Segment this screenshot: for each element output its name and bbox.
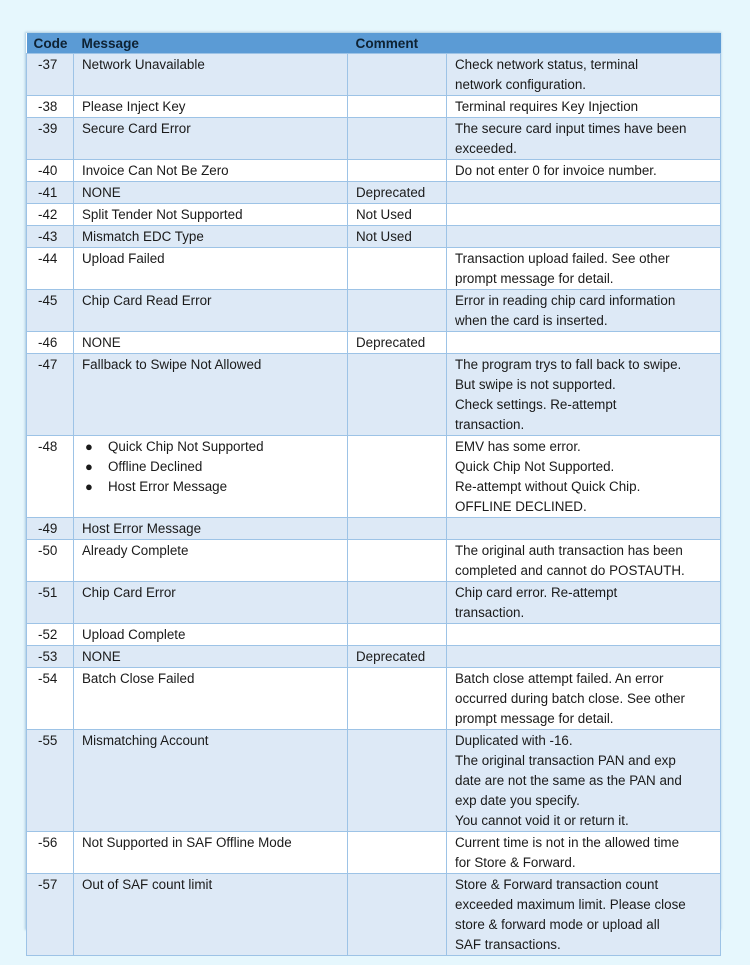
bullet-text: Offline Declined <box>108 459 203 474</box>
message-text: Upload Complete <box>82 627 186 642</box>
message-text: NONE <box>82 649 121 664</box>
cell-description <box>447 54 721 96</box>
cell-message <box>74 540 348 582</box>
bullet-icon: ● <box>85 439 93 454</box>
bullet-icon: ● <box>85 479 93 494</box>
table-body <box>27 54 721 956</box>
cell-code: -45 <box>27 290 74 332</box>
cell-comment <box>348 730 447 832</box>
table-row <box>27 540 721 582</box>
cell-description <box>447 518 721 540</box>
table-row <box>27 582 721 624</box>
cell-message <box>74 582 348 624</box>
table-row <box>27 354 721 436</box>
cell-comment <box>348 436 447 518</box>
cell-message <box>74 354 348 436</box>
table-row <box>27 96 721 118</box>
description-line: exp date you specify. <box>455 793 580 808</box>
table-row <box>27 874 721 956</box>
cell-code: -52 <box>27 624 74 646</box>
cell-code: -54 <box>27 668 74 730</box>
table-row <box>27 332 721 354</box>
cell-code: -55 <box>27 730 74 832</box>
table-row <box>27 226 721 248</box>
cell-comment: Not Used <box>348 204 447 226</box>
cell-comment <box>348 160 447 182</box>
description-line: prompt message for detail. <box>455 711 614 726</box>
description-line: completed and cannot do POSTAUTH. <box>455 563 685 578</box>
message-text: Secure Card Error <box>82 121 191 136</box>
cell-comment <box>348 118 447 160</box>
cell-message <box>74 204 348 226</box>
message-text: Mismatch EDC Type <box>82 229 204 244</box>
cell-description <box>447 354 721 436</box>
description-line: Chip card error. Re-attempt <box>455 585 618 600</box>
message-text: Upload Failed <box>82 251 165 266</box>
cell-code: -41 <box>27 182 74 204</box>
cell-code: -42 <box>27 204 74 226</box>
cell-message <box>74 874 348 956</box>
cell-comment <box>348 248 447 290</box>
description-line: Do not enter 0 for invoice number. <box>455 163 657 178</box>
message-text: Chip Card Read Error <box>82 293 212 308</box>
bullet-icon: ● <box>85 459 93 474</box>
cell-description <box>447 182 721 204</box>
message-text: Please Inject Key <box>82 99 186 114</box>
description-line: The secure card input times have been <box>455 121 687 136</box>
bullet-text: Quick Chip Not Supported <box>108 439 264 454</box>
message-text: Network Unavailable <box>82 57 205 72</box>
message-text: Already Complete <box>82 543 189 558</box>
description-line: EMV has some error. <box>455 439 581 454</box>
description-line: transaction. <box>455 417 525 432</box>
message-bullet-list <box>82 437 339 497</box>
cell-code: -44 <box>27 248 74 290</box>
cell-code: -50 <box>27 540 74 582</box>
cell-comment <box>348 874 447 956</box>
description-line: when the card is inserted. <box>455 313 608 328</box>
cell-description <box>447 436 721 518</box>
cell-code: -43 <box>27 226 74 248</box>
cell-comment <box>348 290 447 332</box>
description-line: Re-attempt without Quick Chip. <box>455 479 641 494</box>
description-line: SAF transactions. <box>455 937 561 952</box>
cell-message <box>74 332 348 354</box>
description-line: Check settings. Re-attempt <box>455 397 617 412</box>
description-line: Check network status, terminal <box>455 57 639 72</box>
table-row <box>27 54 721 96</box>
cell-code: -46 <box>27 332 74 354</box>
description-line: The original auth transaction has been <box>455 543 683 558</box>
description-line: Current time is not in the allowed time <box>455 835 680 850</box>
cell-message <box>74 54 348 96</box>
cell-description <box>447 118 721 160</box>
description-line: occurred during batch close. See other <box>455 691 686 706</box>
table-row <box>27 624 721 646</box>
cell-comment <box>348 518 447 540</box>
table-row <box>27 646 721 668</box>
table-row <box>27 182 721 204</box>
cell-description <box>447 832 721 874</box>
message-text: Split Tender Not Supported <box>82 207 243 222</box>
cell-message <box>74 160 348 182</box>
description-line: Duplicated with -16. <box>455 733 573 748</box>
description-line: The original transaction PAN and exp <box>455 753 676 768</box>
bullet-text: Host Error Message <box>108 479 228 494</box>
cell-code: -57 <box>27 874 74 956</box>
cell-message <box>74 182 348 204</box>
cell-description <box>447 96 721 118</box>
description-line: You cannot void it or return it. <box>455 813 629 828</box>
cell-comment <box>348 832 447 874</box>
table-row <box>27 518 721 540</box>
cell-description <box>447 290 721 332</box>
message-text: NONE <box>82 335 121 350</box>
table-row <box>27 436 721 518</box>
cell-code: -40 <box>27 160 74 182</box>
cell-code: -49 <box>27 518 74 540</box>
description-line: transaction. <box>455 605 525 620</box>
cell-message <box>74 290 348 332</box>
cell-description <box>447 226 721 248</box>
cell-description <box>447 730 721 832</box>
table-row <box>27 248 721 290</box>
table-row <box>27 160 721 182</box>
cell-code: -51 <box>27 582 74 624</box>
cell-message <box>74 832 348 874</box>
description-line: for Store & Forward. <box>455 855 576 870</box>
message-text: Fallback to Swipe Not Allowed <box>82 357 262 372</box>
description-line: Transaction upload failed. See other <box>455 251 670 266</box>
table-row <box>27 668 721 730</box>
message-bullet-item <box>82 457 339 477</box>
cell-message <box>74 436 348 518</box>
cell-message <box>74 118 348 160</box>
message-text: NONE <box>82 185 121 200</box>
cell-description <box>447 646 721 668</box>
message-text: Host Error Message <box>82 521 202 536</box>
cell-description <box>447 582 721 624</box>
description-line: date are not the same as the PAN and <box>455 773 682 788</box>
cell-message <box>74 624 348 646</box>
description-line: store & forward mode or upload all <box>455 917 660 932</box>
cell-message <box>74 518 348 540</box>
description-line: prompt message for detail. <box>455 271 614 286</box>
cell-code: -37 <box>27 54 74 96</box>
description-line: exceeded maximum limit. Please close <box>455 897 686 912</box>
cell-comment <box>348 54 447 96</box>
cell-description <box>447 668 721 730</box>
description-line: But swipe is not supported. <box>455 377 616 392</box>
description-line: Terminal requires Key Injection <box>455 99 639 114</box>
description-line: Store & Forward transaction count <box>455 877 659 892</box>
cell-comment: Deprecated <box>348 332 447 354</box>
description-line: Error in reading chip card information <box>455 293 676 308</box>
cell-description <box>447 624 721 646</box>
message-text: Batch Close Failed <box>82 671 195 686</box>
cell-comment: Deprecated <box>348 182 447 204</box>
cell-code: -48 <box>27 436 74 518</box>
cell-code: -56 <box>27 832 74 874</box>
description-line: Quick Chip Not Supported. <box>455 459 615 474</box>
error-code-table <box>26 33 721 956</box>
cell-message <box>74 730 348 832</box>
cell-description <box>447 874 721 956</box>
cell-comment <box>348 540 447 582</box>
table-row <box>27 832 721 874</box>
cell-description <box>447 204 721 226</box>
table-row <box>27 730 721 832</box>
cell-comment: Deprecated <box>348 646 447 668</box>
cell-description <box>447 540 721 582</box>
message-text: Invoice Can Not Be Zero <box>82 163 229 178</box>
cell-comment <box>348 624 447 646</box>
cell-message <box>74 646 348 668</box>
message-bullet-item <box>82 437 339 457</box>
description-line: exceeded. <box>455 141 517 156</box>
cell-message <box>74 96 348 118</box>
header-description <box>447 33 721 54</box>
description-line: network configuration. <box>455 77 587 92</box>
cell-comment <box>348 668 447 730</box>
cell-code: -47 <box>27 354 74 436</box>
message-text: Out of SAF count limit <box>82 877 213 892</box>
error-code-table-frame <box>26 33 720 952</box>
table-row <box>27 290 721 332</box>
header-comment: Comment <box>348 33 447 54</box>
cell-message <box>74 248 348 290</box>
table-row <box>27 204 721 226</box>
cell-description <box>447 248 721 290</box>
cell-description <box>447 160 721 182</box>
description-line: The program trys to fall back to swipe. <box>455 357 682 372</box>
header-code: Code <box>27 33 74 54</box>
cell-comment <box>348 354 447 436</box>
cell-code: -38 <box>27 96 74 118</box>
cell-description <box>447 332 721 354</box>
cell-comment <box>348 96 447 118</box>
message-text: Chip Card Error <box>82 585 176 600</box>
cell-comment: Not Used <box>348 226 447 248</box>
description-line: OFFLINE DECLINED. <box>455 499 587 514</box>
cell-comment <box>348 582 447 624</box>
header-message: Message <box>74 33 348 54</box>
cell-message <box>74 668 348 730</box>
description-line: Batch close attempt failed. An error <box>455 671 664 686</box>
table-header-row <box>27 33 721 54</box>
message-bullet-item <box>82 477 339 497</box>
cell-message <box>74 226 348 248</box>
cell-code: -53 <box>27 646 74 668</box>
cell-code: -39 <box>27 118 74 160</box>
message-text: Mismatching Account <box>82 733 209 748</box>
message-text: Not Supported in SAF Offline Mode <box>82 835 292 850</box>
table-row <box>27 118 721 160</box>
